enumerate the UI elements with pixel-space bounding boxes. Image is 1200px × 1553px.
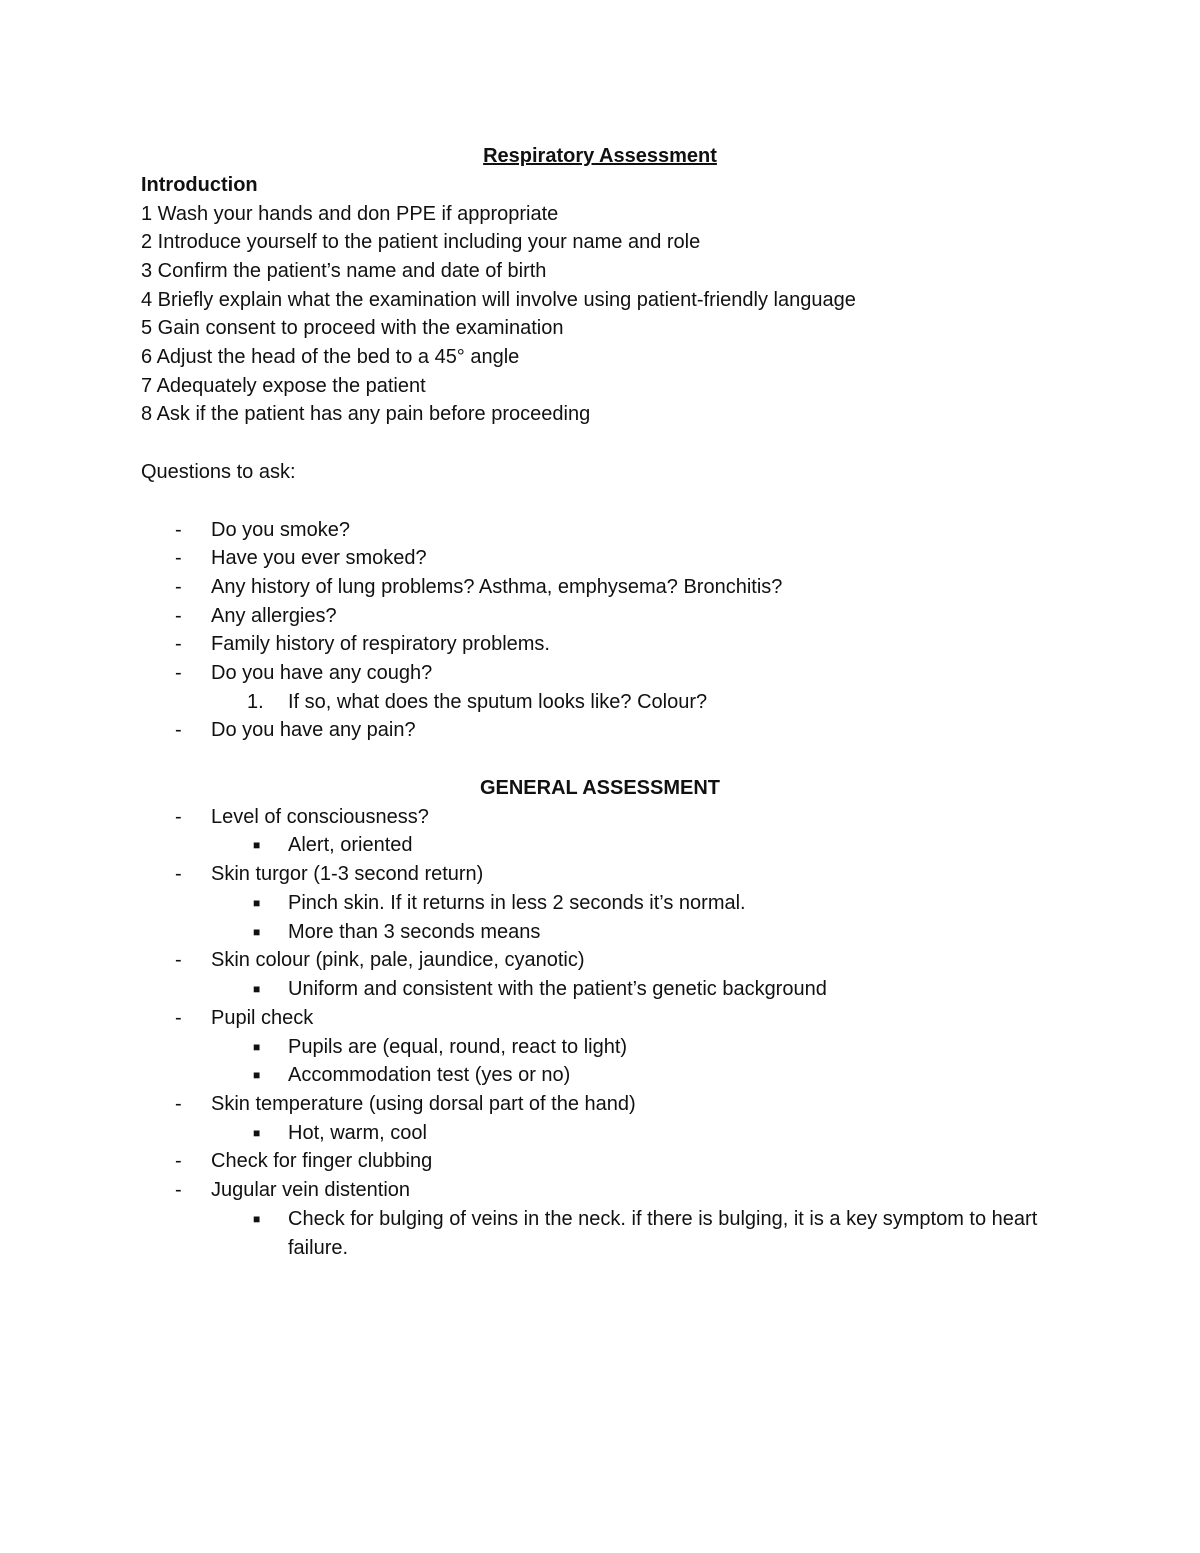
- list-dash: -: [175, 1093, 182, 1115]
- list-dash: -: [175, 547, 182, 569]
- assessment-sub-item: More than 3 seconds means: [288, 921, 541, 943]
- numbered-marker: 1.: [247, 691, 264, 713]
- assessment-sub-item: Hot, warm, cool: [288, 1122, 427, 1144]
- assessment-sub-item: Accommodation test (yes or no): [288, 1064, 571, 1086]
- question-item: Do you smoke?: [211, 519, 350, 541]
- introduction-heading: Introduction: [141, 174, 258, 196]
- assessment-item: Check for finger clubbing: [211, 1150, 433, 1172]
- assessment-sub-item: Alert, oriented: [288, 834, 413, 856]
- intro-step-3: 3 Confirm the patient’s name and date of birth: [141, 260, 547, 282]
- intro-step-7: 7 Adequately expose the patient: [141, 375, 426, 397]
- intro-step-6: 6 Adjust the head of the bed to a 45° angle: [141, 346, 520, 368]
- square-bullet-icon: ■: [253, 1040, 261, 1054]
- question-item: Any allergies?: [211, 605, 337, 627]
- assessment-item: Pupil check: [211, 1007, 314, 1029]
- intro-step-8: 8 Ask if the patient has any pain before proceeding: [141, 403, 591, 425]
- question-item: Have you ever smoked?: [211, 547, 427, 569]
- square-bullet-icon: ■: [253, 925, 261, 939]
- square-bullet-icon: ■: [253, 982, 261, 996]
- assessment-sub-item: Pupils are (equal, round, react to light): [288, 1036, 628, 1058]
- list-dash: -: [175, 519, 182, 541]
- assessment-item: Jugular vein distention: [211, 1179, 411, 1201]
- list-dash: -: [175, 1179, 182, 1201]
- list-dash: -: [175, 605, 182, 627]
- general-assessment-heading: GENERAL ASSESSMENT: [479, 777, 721, 799]
- square-bullet-icon: ■: [253, 896, 261, 910]
- intro-step-1: 1 Wash your hands and don PPE if appropriate: [141, 203, 559, 225]
- intro-step-5: 5 Gain consent to proceed with the examination: [141, 317, 564, 339]
- square-bullet-icon: ■: [253, 1212, 261, 1226]
- list-dash: -: [175, 1007, 182, 1029]
- list-dash: -: [175, 633, 182, 655]
- square-bullet-icon: ■: [253, 1068, 261, 1082]
- intro-step-2: 2 Introduce yourself to the patient including your name and role: [141, 231, 701, 253]
- list-dash: -: [175, 662, 182, 684]
- question-item: Do you have any pain?: [211, 719, 416, 741]
- assessment-item: Skin colour (pink, pale, jaundice, cyanotic): [211, 949, 585, 971]
- list-dash: -: [175, 719, 182, 741]
- question-item: Family history of respiratory problems.: [211, 633, 550, 655]
- assessment-sub-item: Uniform and consistent with the patient’s genetic background: [288, 978, 827, 1000]
- assessment-sub-item: Pinch skin. If it returns in less 2 seconds it’s normal.: [288, 892, 746, 914]
- square-bullet-icon: ■: [253, 1126, 261, 1140]
- assessment-item: Skin temperature (using dorsal part of the hand): [211, 1093, 636, 1115]
- question-item: Any history of lung problems? Asthma, emphysema? Bronchitis?: [211, 576, 783, 598]
- list-dash: -: [175, 863, 182, 885]
- list-dash: -: [175, 949, 182, 971]
- assessment-item: Skin turgor (1-3 second return): [211, 863, 484, 885]
- list-dash: -: [175, 806, 182, 828]
- questions-heading: Questions to ask:: [141, 461, 296, 483]
- list-dash: -: [175, 576, 182, 598]
- assessment-sub-item: Check for bulging of veins in the neck. if there is bulging, it is a key symptom to heart failure.: [288, 1208, 1038, 1259]
- document-title: Respiratory Assessment: [483, 145, 717, 167]
- square-bullet-icon: ■: [253, 838, 261, 852]
- intro-step-4: 4 Briefly explain what the examination will involve using patient-friendly language: [141, 289, 856, 311]
- list-dash: -: [175, 1150, 182, 1172]
- assessment-item: Level of consciousness?: [211, 806, 429, 828]
- question-item: Do you have any cough?: [211, 662, 433, 684]
- question-sub-item: If so, what does the sputum looks like? Colour?: [288, 691, 708, 713]
